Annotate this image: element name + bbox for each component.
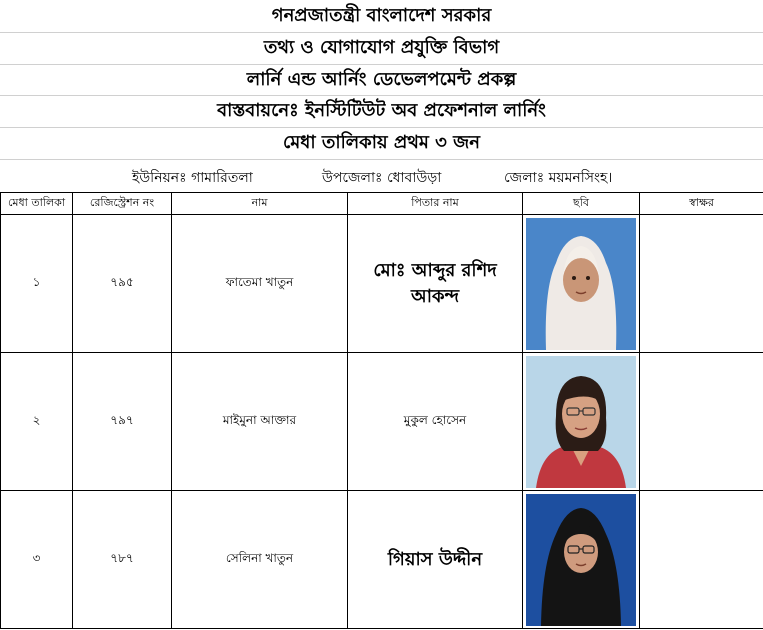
government-title: গনপ্রজাতন্ত্রী বাংলাদেশ সরকার <box>0 0 763 33</box>
father-name: গিয়াস উদ্দীন <box>387 548 483 570</box>
father-cell <box>348 215 523 353</box>
name-cell: সেলিনা খাতুন <box>172 491 348 629</box>
col-name-header: নাম <box>172 193 348 215</box>
signature-cell <box>640 491 763 629</box>
col-signature-header: স্বাক্ষর <box>640 193 763 215</box>
name-cell: ফাতেমা খাতুন <box>172 215 348 353</box>
photo-cell <box>523 353 640 491</box>
photo-cell <box>523 491 640 629</box>
table-header-row <box>1 193 763 215</box>
rank-cell: ৩ <box>1 491 73 629</box>
reg-cell: ৭৮৭ <box>73 491 172 629</box>
merit-list-title: মেধা তালিকায় প্রথম ৩ জন <box>0 128 763 160</box>
division-title: তথ্য ও যোগাযোগ প্রযুক্তি বিভাগ <box>0 33 763 65</box>
student-photo <box>526 356 636 488</box>
father-cell: মুকুল হোসেন <box>348 353 523 491</box>
merit-table <box>0 192 763 629</box>
table-row <box>1 353 763 491</box>
father-name: মোঃ আব্দুর রশিদ আকন্দ <box>373 259 497 307</box>
signature-cell <box>640 353 763 491</box>
photo-3-image <box>526 494 636 626</box>
union-label: ইউনিয়নঃ গামারিতলা <box>132 170 253 186</box>
col-photo-header: ছবি <box>523 193 640 215</box>
photo-cell <box>523 215 640 353</box>
col-reg-header: রেজিস্ট্রেশন নং <box>73 193 172 215</box>
upazila-label: উপজেলাঃ ধোবাউড়া <box>322 170 442 186</box>
reg-cell: ৭৯৭ <box>73 353 172 491</box>
photo-2-image <box>526 356 636 488</box>
name-cell: মাইমুনা আক্তার <box>172 353 348 491</box>
table-row <box>1 491 763 629</box>
table-row <box>1 215 763 353</box>
rank-cell: ১ <box>1 215 73 353</box>
col-rank-header: মেধা তালিকা <box>1 193 73 215</box>
signature-cell <box>640 215 763 353</box>
implementer-title: বাস্তবায়নেঃ ইনস্টিটিউট অব প্রফেশনাল লার্নিং <box>0 96 763 128</box>
student-photo <box>526 218 636 350</box>
project-title: লার্নি এন্ড আর্নিং ডেভেলপমেন্ট প্রকল্প <box>0 65 763 96</box>
photo-1-image <box>526 218 636 350</box>
student-photo <box>526 494 636 626</box>
father-cell <box>348 491 523 629</box>
district-label: জেলাঃ ময়মনসিংহ। <box>504 170 613 186</box>
col-father-header: পিতার নাম <box>348 193 523 215</box>
reg-cell: ৭৯৫ <box>73 215 172 353</box>
location-row <box>0 160 763 192</box>
rank-cell: ২ <box>1 353 73 491</box>
